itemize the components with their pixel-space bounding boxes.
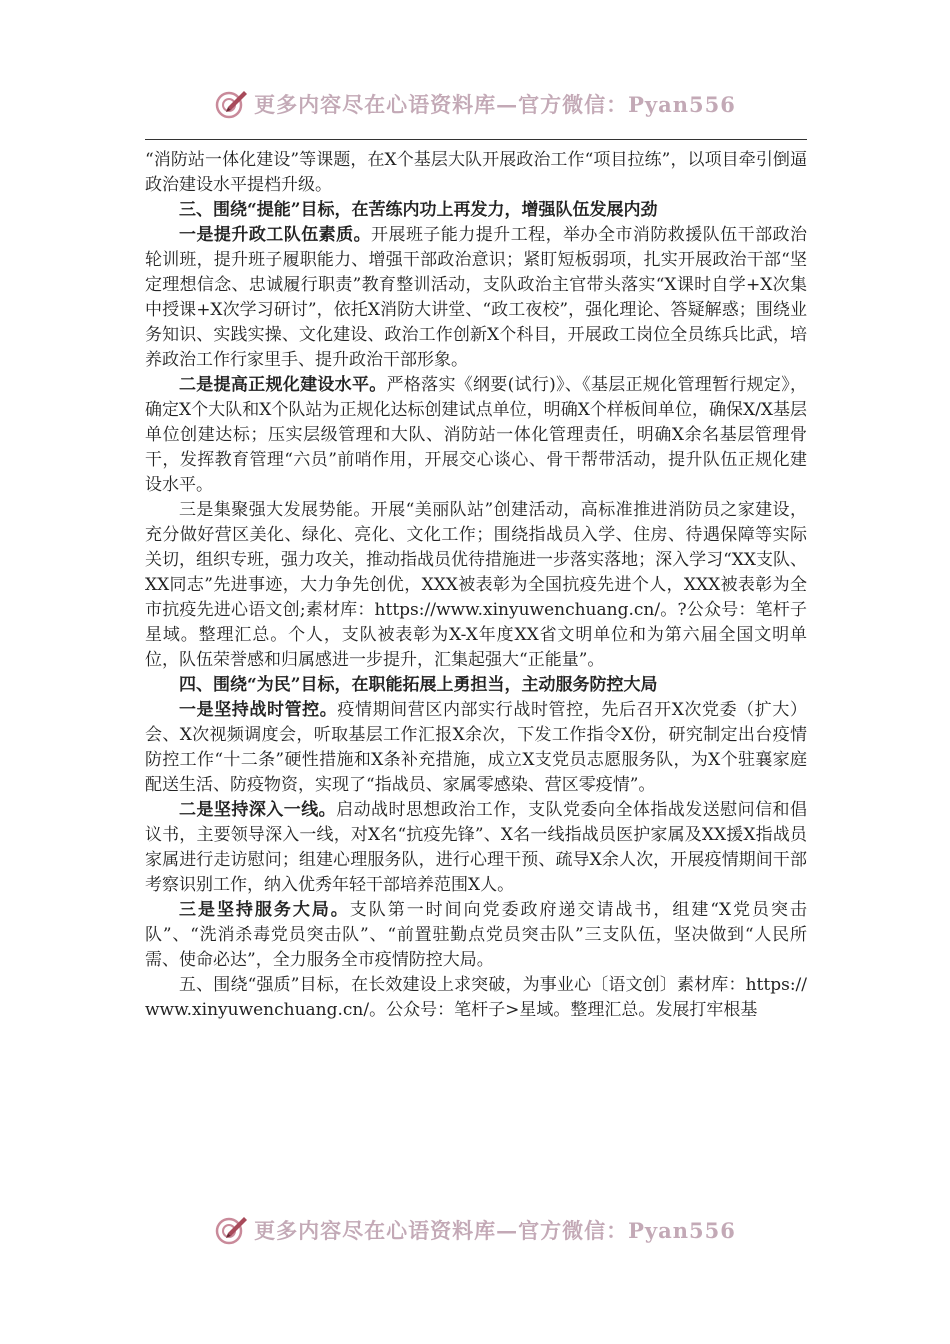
paragraph: 一是提升政工队伍素质。开展班子能力提升工程，举办全市消防救援队伍干部政治轮训班，提升班子履职能力、增强干部政治意识；紧盯短板弱项，扎实开展政治干部“坚定理想信念、忠诚履行职责”教育整训活动，支队政治主官带头落实“X课时自学+X次集中授课+X次学习研讨”，依托X消防大讲堂、“政工夜校”，强化理论、答疑解惑；围绕业务知识、实践实操、文化建设、政治工作创新X个科目，开展政工岗位全员练兵比武，培养政治工作行家里手、提升政治干部形象。 xyxy=(145,225,808,370)
pen-swirl-logo-icon xyxy=(214,1213,248,1247)
paragraph-lead: 一是坚持战时管控。 xyxy=(179,700,338,720)
document-body xyxy=(145,148,807,1023)
footer-banner xyxy=(0,1210,950,1250)
paragraph: 三是坚持服务大局。支队第一时间向党委政府递交请战书，组建“X党员突击队”、“洗消杀毒党员突击队”、“前置驻勤点党员突击队”三支队伍，坚决做到“人民所需、使命必达”，全力服务全市疫情防控大局。 xyxy=(145,900,808,970)
paragraph-lead: 三是坚持服务大局。 xyxy=(179,900,350,920)
paragraph: 一是坚持战时管控。疫情期间营区内部实行战时管控，先后召开X次党委（扩大）会、X次视频调度会，听取基层工作汇报X余次，下发工作指令X份，研究制定出台疫情防控工作“十二条”硬性措施和X条补充措施，成立X支党员志愿服务队，为X个驻襄家庭配送生活、防疫物资，实现了“指战员、家属零感染、营区零疫情”。 xyxy=(145,700,807,795)
banner-text: 更多内容尽在心语资料库—官方微信：Pyan556 xyxy=(254,92,736,117)
header-rule xyxy=(145,139,807,140)
header-banner xyxy=(0,84,950,124)
paragraph: 二是坚持深入一线。启动战时思想政治工作，支队党委向全体指战发送慰问信和倡议书，主要领导深入一线，对X名“抗疫先锋”、X名一线指战员医护家属及XX援X指战员家属进行走访慰问；组建心理服务队，进行心理干预、疏导X余人次，开展疫情期间干部考察识别工作，纳入优秀年轻干部培养范围X人。 xyxy=(145,800,808,895)
paragraph-lead: 二是提高正规化建设水平。 xyxy=(179,375,387,395)
pen-swirl-logo-icon xyxy=(214,87,248,121)
paragraph: 二是提高正规化建设水平。严格落实《纲要(试行)》、《基层正规化管理暂行规定》，确定X个大队和X个队站为正规化达标创建试点单位，明确X个样板间单位，确保X/X基层单位创建达标；压实层级管理和大队、消防站一体化管理责任，明确X余名基层管理骨干，发挥教育管理“六员”前哨作用，开展交心谈心、骨干帮带活动，提升队伍正规化建设水平。 xyxy=(145,375,808,495)
banner-text: 更多内容尽在心语资料库—官方微信：Pyan556 xyxy=(254,1218,736,1243)
paragraph: 三是集聚强大发展势能。开展“美丽队站”创建活动，高标准推进消防员之家建设，充分做好营区美化、绿化、亮化、文化工作；围绕指战员入学、住房、待遇保障等实际关切，组织专班，强力攻关，推动指战员优待措施进一步落实落地；深入学习“XX支队、XX同志”先进事迹，大力争先创优，XXX被表彰为全国抗疫先进个人，XXX被表彰为全市抗疫先进心语文创;素材库：https://www.xinyuwenchuang.cn/。?公众号：笔杆子星域。整理汇总。个人，支队被表彰为X-X年度XX省文明单位和为第六届全国文明单位，队伍荣誉感和归属感进一步提升，汇集起强大“正能量”。 xyxy=(145,500,807,670)
paragraph: 五、围绕“强质”目标，在长效建设上求突破，为事业心〔语文创〕素材库：https://www.xinyuwenchuang.cn/。公众号：笔杆子>星域。整理汇总。发展打牢根基 xyxy=(145,975,807,1020)
paragraph-lead: 一是提升政工队伍素质。 xyxy=(179,225,372,245)
section-heading: 三、围绕“提能”目标，在苦练内功上再发力，增强队伍发展内劲 xyxy=(179,200,658,220)
paragraph: “消防站一体化建设”等课题，在X个基层大队开展政治工作“项目拉练”，以项目牵引倒逼政治建设水平提档升级。 xyxy=(145,150,807,195)
section-heading: 四、围绕“为民”目标，在职能拓展上勇担当，主动服务防控大局 xyxy=(179,675,658,695)
paragraph-lead: 二是坚持深入一线。 xyxy=(179,800,337,820)
